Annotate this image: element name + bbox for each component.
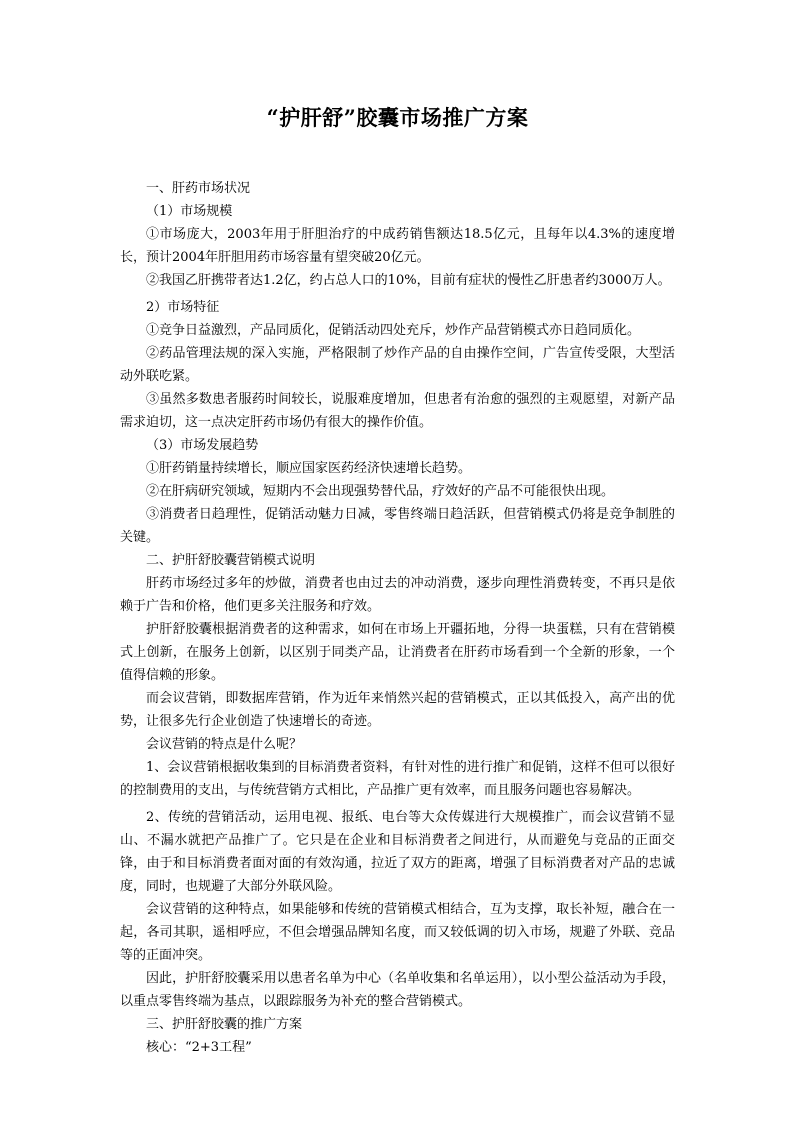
paragraph: ③虽然多数患者服药时间较长，说服难度增加，但患者有治愈的强烈的主观愿望，对新产品需求迫切，这一点决定肝药市场仍有很大的操作价值。 bbox=[120, 392, 675, 430]
document-title: “护肝舒”胶囊市场推广方案 bbox=[266, 105, 529, 130]
subsection-heading: 2）市场特征 bbox=[146, 300, 220, 315]
paragraph: 2、传统的营销活动，运用电视、报纸、电台等大众传媒进行大规模推广，而会议营销不显山、不漏水就把产品推广了。它只是在企业和目标消费者之间进行，从而避免与竞品的正面交锋，由于和目标消费者面对面的有效沟通，拉近了双方的距离，增强了目标消费者对产品的忠诚度，同时，也规避了大部分外联风险。 bbox=[120, 810, 675, 894]
section-heading-3: 三、护肝舒胶囊的推广方案 bbox=[146, 1017, 303, 1032]
paragraph: 而会议营销，即数据库营销，作为近年来悄然兴起的营销模式，正以其低投入，高产出的优势，让很多先行企业创造了快速增长的奇迹。 bbox=[120, 691, 675, 729]
paragraph: ②在肝病研究领域，短期内不会出现强势替代品，疗效好的产品不可能很快出现。 bbox=[146, 484, 615, 499]
paragraph: ②我国乙肝携带者达1.2亿，约占总人口的10%，目前有症状的慢性乙肝患者约3000万人。 bbox=[146, 273, 671, 288]
subsection-heading: （3）市场发展趋势 bbox=[146, 438, 259, 453]
paragraph: 会议营销的这种特点，如果能够和传统的营销模式相结合，互为支撑，取长补短，融合在一起，各司其职，遥相呼应，不但会增强品牌知名度，而又较低调的切入市场，规避了外联、竞品等的正面冲突。 bbox=[120, 902, 675, 963]
paragraph: 会议营销的特点是什么呢？ bbox=[146, 737, 303, 752]
paragraph: 核心：“2+3工程” bbox=[146, 1040, 252, 1055]
subsection-heading: （1）市场规模 bbox=[146, 204, 233, 219]
paragraph: 因此，护肝舒胶囊采用以患者名单为中心（名单收集和名单运用），以小型公益活动为手段，以重点零售终端为基点，以跟踪服务为补充的整合营销模式。 bbox=[120, 971, 675, 1009]
paragraph: ②药品管理法规的深入实施，严格限制了炒作产品的自由操作空间，广告宣传受限，大型活动外联吃紧。 bbox=[120, 346, 675, 384]
paragraph: ①竞争日益激烈，产品同质化，促销活动四处充斥，炒作产品营销模式亦日趋同质化。 bbox=[146, 323, 641, 338]
paragraph: 肝药市场经过多年的炒做，消费者也由过去的冲动消费，逐步向理性消费转变，不再只是依赖于广告和价格，他们更多关注服务和疗效。 bbox=[120, 576, 675, 614]
section-heading-1: 一、肝药市场状况 bbox=[146, 181, 251, 196]
paragraph: 护肝舒胶囊根据消费者的这种需求，如何在市场上开疆拓地，分得一块蛋糕，只有在营销模式上创新，在服务上创新，以区别于同类产品，让消费者在肝药市场看到一个全新的形象，一个值得信赖的形象。 bbox=[120, 622, 675, 683]
paragraph: ①市场庞大，2003年用于肝胆治疗的中成药销售额达18.5亿元，且每年以4.3%的速度增长，预计2004年肝胆用药市场容量有望突破20亿元。 bbox=[120, 227, 675, 265]
section-heading-2: 二、护肝舒胶囊营销模式说明 bbox=[146, 553, 316, 568]
paragraph: ①肝药销量持续增长，顺应国家医药经济快速增长趋势。 bbox=[146, 461, 472, 476]
document-body bbox=[120, 177, 675, 1059]
paragraph: ③消费者日趋理性，促销活动魅力日减，零售终端日趋活跃，但营销模式仍将是竞争制胜的关键。 bbox=[120, 507, 675, 545]
paragraph: 1、会议营销根据收集到的目标消费者资料，有针对性的进行推广和促销，这样不但可以很好的控制费用的支出，与传统营销方式相比，产品推广更有效率，而且服务问题也容易解决。 bbox=[120, 760, 675, 798]
